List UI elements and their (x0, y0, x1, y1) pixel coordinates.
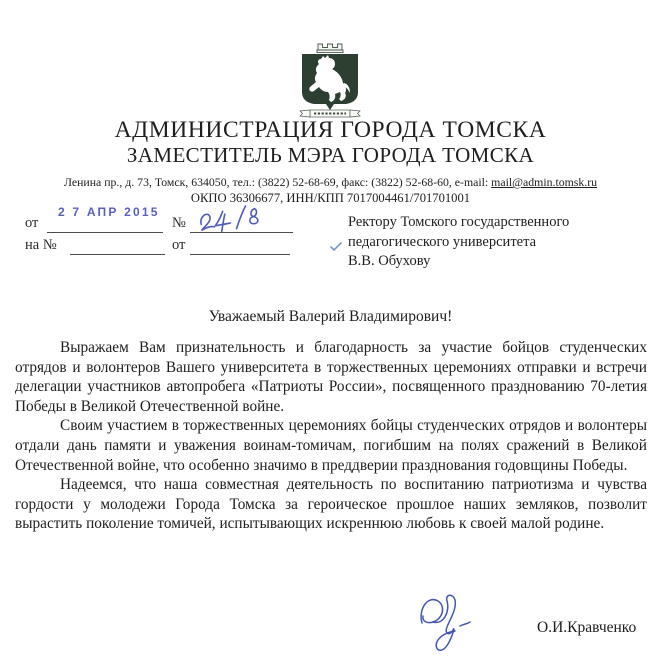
date-underline (47, 217, 163, 233)
paragraph-2: Своим участием в торжественных церемониях бойцы студенческих отрядов и волонтеры отдали дань памяти и уважения воинам-томичам, погибшим на полях сражений в Великой Отечественной войне, что особенно значимо в преддверии празднования годовщины Победы. (15, 417, 647, 474)
codes-line: ОКПО 36306677, ИНН/КПП 7017004461/701701001 (190, 191, 471, 205)
org-title: АДМИНИСТРАЦИЯ ГОРОДА ТОМСКА (114, 117, 547, 143)
reply-from-label: от (172, 237, 186, 253)
from-label: от (25, 215, 39, 231)
contact-line (0, 175, 661, 190)
dept-title: ЗАМЕСТИТЕЛЬ МЭРА ГОРОДА ТОМСКА (126, 143, 535, 167)
email-text: mail@admin.tomsk.ru (491, 175, 598, 189)
date-stamp: 2 7 АПР 2015 (58, 205, 160, 219)
paragraph-1: Выражаем Вам признательность и благодарность за участие бойцов студенческих отрядов и волонтеров Вашего университета в торжественных церемониях отправки и встречи делегации участников автопробега «Патриоты России», посвященного празднованию 70-летия Победы в Великой Отечественной войне. (15, 339, 647, 415)
crown-icon (317, 44, 343, 53)
addressee-line-1: Ректору Томского государственного (348, 214, 570, 230)
tomsk-coat-of-arms-icon (294, 35, 366, 119)
handwritten-signature (412, 583, 486, 657)
handwritten-number (196, 202, 262, 239)
salutation: Уважаемый Валерий Владимирович! (208, 308, 453, 325)
addressee-line-2: педагогического университета (348, 233, 537, 250)
motto-ribbon (300, 110, 360, 117)
reply-number-label: на № (25, 237, 57, 253)
addressee-line-3: В.В. Обухову (348, 253, 431, 269)
contact-text: Ленина пр., д. 73, Томск, 634050, тел.: (3822) 52-68-69, факс: (3822) 52-68-60, e-mail: (63, 175, 492, 189)
signature-strokes (412, 583, 486, 655)
paragraph-3: Надеемся, что наша совместная деятельность по воспитанию патриотизма и чувства гордости у молодежи Города Томска за героическое прошлое наших земляков, позволит вырастить поколение томичей, испытывающих искреннюю любовь к своей малой родине. (15, 476, 647, 533)
signer-name: О.И.Кравченко (537, 619, 637, 636)
reply-number-underline (70, 239, 165, 255)
number-label: № (172, 215, 186, 231)
letter-body (15, 338, 647, 534)
check-mark-icon (330, 239, 342, 257)
handwritten-number-strokes (196, 202, 262, 234)
coat-of-arms-graphic (294, 35, 366, 119)
reply-date-underline (190, 239, 290, 255)
addressee-block (348, 213, 569, 272)
